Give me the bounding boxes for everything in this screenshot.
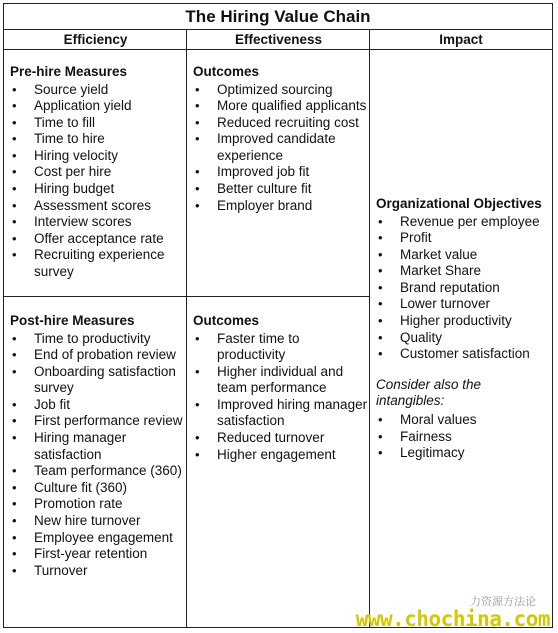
list-item: • Assessment scores	[10, 198, 186, 215]
column-divider	[369, 30, 370, 627]
list-item: • Source yield	[10, 82, 186, 99]
list-item: • Higher engagement	[193, 447, 369, 464]
list-item: • Improved candidate experience	[193, 131, 369, 164]
impact-list	[376, 214, 552, 363]
list-item: • Lower turnover	[376, 296, 552, 313]
list-item: • Brand reputation	[376, 280, 552, 297]
list-item: • Optimized sourcing	[193, 82, 369, 99]
list-item: • Market value	[376, 247, 552, 264]
list-item: • Improved hiring manager satisfaction	[193, 397, 369, 430]
list-item: • Fairness	[376, 429, 552, 446]
list-item: • Faster time to productivity	[193, 331, 369, 364]
list-item: • Hiring velocity	[10, 148, 186, 165]
intangibles-list	[376, 412, 552, 462]
column-header-effectiveness: Effectiveness	[187, 30, 370, 50]
column-header-impact: Impact	[370, 30, 552, 50]
list-item: • More qualified applicants	[193, 98, 369, 115]
impact-cell	[376, 196, 552, 462]
list-item: • New hire turnover	[10, 513, 186, 530]
list-item: • Application yield	[10, 98, 186, 115]
column-header-efficiency: Efficiency	[4, 30, 187, 50]
outcomes-pre-list	[193, 82, 369, 215]
intangibles-note: Consider also the intangibles:	[376, 376, 482, 409]
pre-hire-heading: Pre-hire Measures	[10, 64, 128, 79]
list-item: • First performance review	[10, 413, 186, 430]
list-item: • Employee engagement	[10, 530, 186, 547]
list-item: • Customer satisfaction	[376, 346, 552, 363]
list-item: • Team performance (360)	[10, 463, 186, 480]
list-item: • Employer brand	[193, 198, 369, 215]
outcomes-heading: Outcomes	[193, 64, 260, 79]
list-item: • Hiring manager satisfaction	[10, 430, 186, 463]
pre-hire-list	[10, 82, 186, 281]
list-item: • Legitimacy	[376, 445, 552, 462]
list-item: • Offer acceptance rate	[10, 231, 186, 248]
list-item: • Improved job fit	[193, 164, 369, 181]
list-item: • First-year retention	[10, 546, 186, 563]
list-item: • Hiring budget	[10, 181, 186, 198]
list-item: • Revenue per employee	[376, 214, 552, 231]
list-item: • Market Share	[376, 263, 552, 280]
list-item: • Job fit	[10, 397, 186, 414]
list-item: • Higher individual and team performance	[193, 364, 369, 397]
column-divider	[186, 30, 187, 627]
post-hire-heading: Post-hire Measures	[10, 313, 135, 328]
list-item: • Quality	[376, 330, 552, 347]
list-item: • Reduced recruiting cost	[193, 115, 369, 132]
outcomes-post-list	[193, 331, 369, 464]
list-item: • Moral values	[376, 412, 552, 429]
hiring-value-chain-table	[3, 3, 553, 628]
outcomes-pre-cell	[193, 64, 369, 214]
list-item: • Better culture fit	[193, 181, 369, 198]
watermark-caption: 力资源方法论	[470, 596, 536, 608]
list-item: • Time to productivity	[10, 331, 186, 348]
pre-hire-cell	[10, 64, 186, 281]
post-hire-cell	[10, 313, 186, 579]
list-item: • Cost per hire	[10, 164, 186, 181]
outcomes-post-cell	[193, 313, 369, 463]
list-item: • Reduced turnover	[193, 430, 369, 447]
table-title: The Hiring Value Chain	[4, 4, 552, 30]
list-item: • Higher productivity	[376, 313, 552, 330]
list-item: • Time to hire	[10, 131, 186, 148]
list-item: • Time to fill	[10, 115, 186, 132]
list-item: • End of probation review	[10, 347, 186, 364]
list-item: • Interview scores	[10, 214, 186, 231]
list-item: • Profit	[376, 230, 552, 247]
list-item: • Recruiting experience survey	[10, 247, 186, 280]
impact-heading: Organizational Objectives	[376, 196, 542, 211]
list-item: • Onboarding satisfaction survey	[10, 364, 186, 397]
outcomes-heading: Outcomes	[193, 313, 260, 328]
watermark-url: www.chochina.com	[355, 607, 550, 631]
list-item: • Promotion rate	[10, 496, 186, 513]
list-item: • Turnover	[10, 563, 186, 580]
row-divider	[4, 296, 370, 297]
post-hire-list	[10, 331, 186, 580]
list-item: • Culture fit (360)	[10, 480, 186, 497]
